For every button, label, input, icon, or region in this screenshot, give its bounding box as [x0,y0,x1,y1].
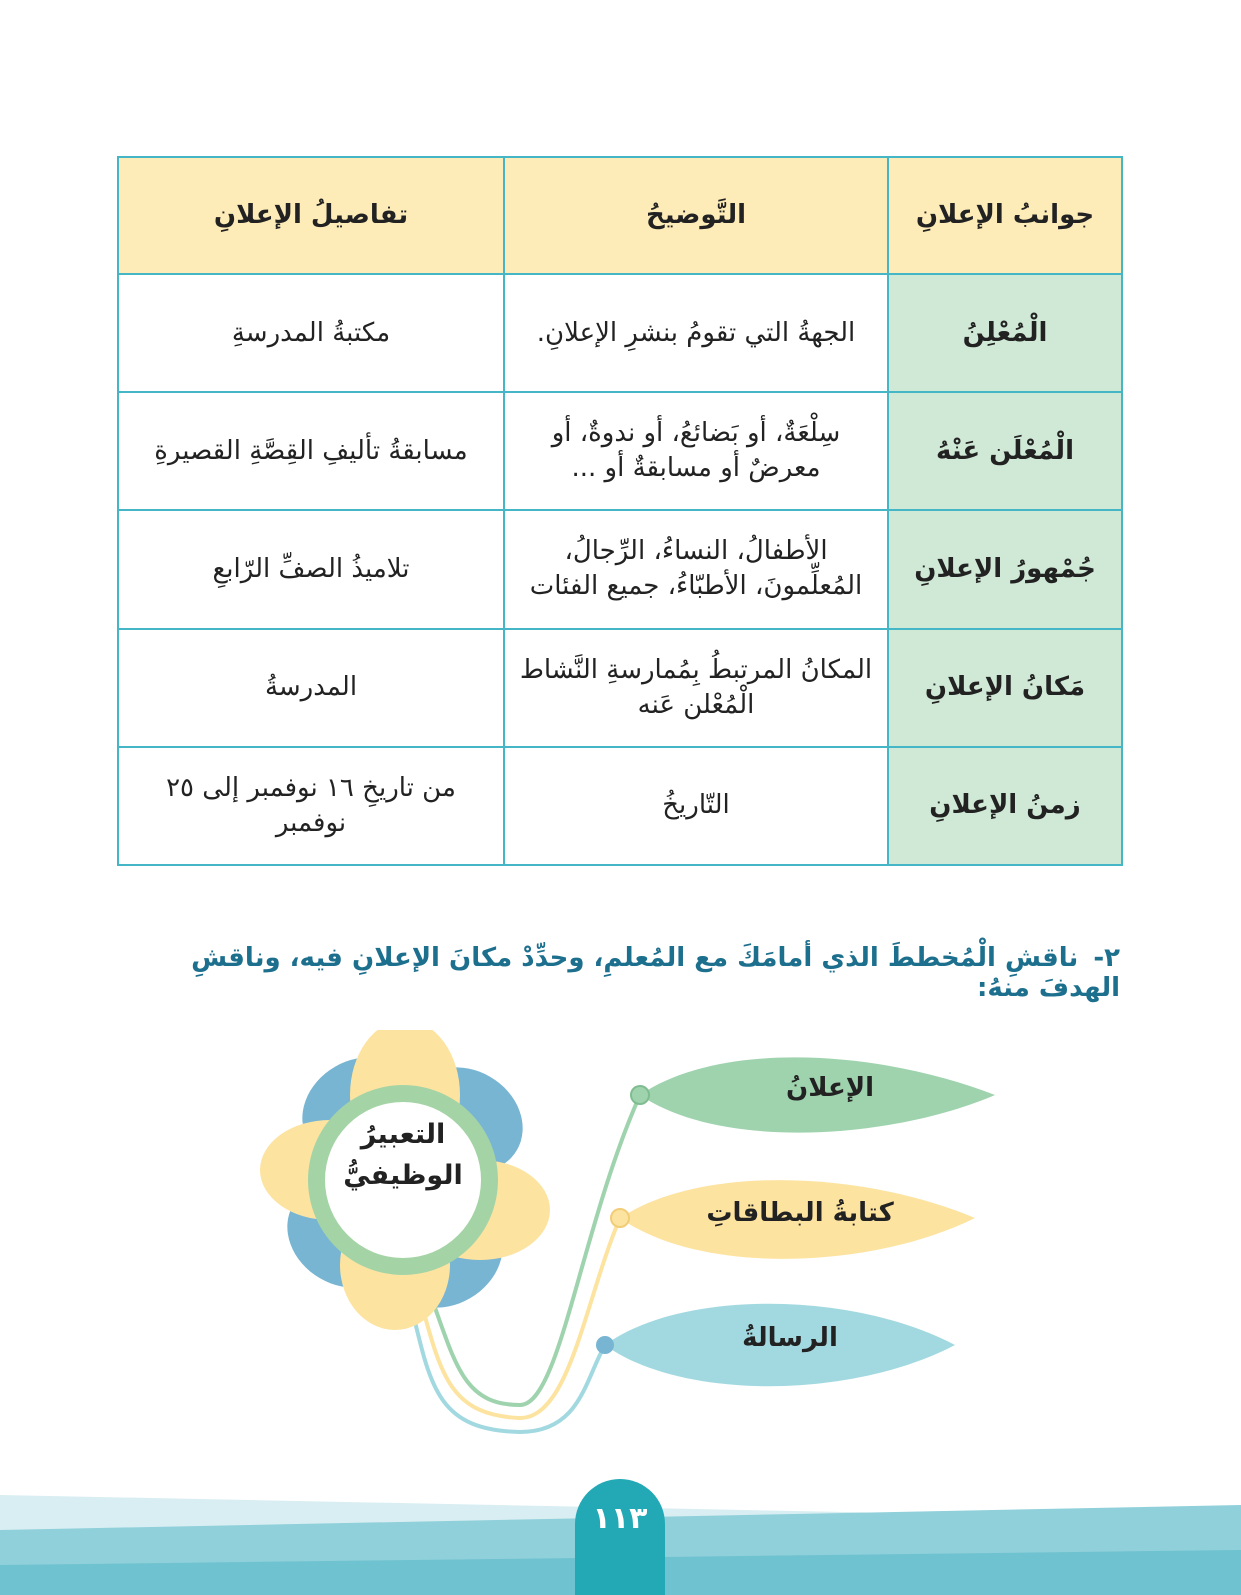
center-label-line: الوظيفيُّ [343,1159,463,1191]
table-row [118,274,1122,392]
row-aspect: زمنُ الإعلانِ [888,747,1122,865]
leaf-node-dot [611,1209,629,1227]
question-number: ٢- [1093,943,1120,973]
table-row [118,747,1122,865]
leaf-node-dot [631,1086,649,1104]
row-explanation: المكانُ المرتبطُ بِمُمارسةِ النَّشاط الْمُعْلن عَنه [504,629,888,747]
header-details: تفاصيلُ الإعلانِ [118,157,504,274]
leaf-label-cards: كتابةُ البطاقاتِ [706,1198,894,1228]
header-explanation: التَّوضيحُ [504,157,888,274]
mind-map-center-label [318,1115,488,1196]
row-aspect: الْمُعْلَن عَنْهُ [888,392,1122,510]
row-aspect: جُمْهورُ الإعلانِ [888,510,1122,628]
row-explanation: سِلْعَةٌ، أو بَضائعُ، أو ندوةٌ، أو معرضٌ أو مسابقةٌ أو ... [504,392,888,510]
table-row [118,510,1122,628]
page-number: ١١٣ [575,1479,665,1595]
leaf-label-letter: الرسالةُ [742,1323,838,1353]
row-details: تلاميذُ الصفِّ الرّابعِ [118,510,504,628]
row-explanation: الجهةُ التي تقومُ بنشرِ الإعلانِ. [504,274,888,392]
center-label-line: التعبيرُ [360,1119,446,1150]
question-body: ناقشِ الْمُخططَ الذي أمامَكَ مع المُعلمِ، وحدِّدْ مكانَ الإعلانِ فيه، وناقشِ الهدفَ منهُ: [191,943,1120,1003]
leaf-node-dot [596,1336,614,1354]
row-details: مكتبةُ المدرسةِ [118,274,504,392]
leaf-label-announcement: الإعلانُ [786,1073,874,1103]
table-row [118,392,1122,510]
ad-aspects-table [117,156,1123,866]
row-aspect: الْمُعْلِنُ [888,274,1122,392]
row-details: المدرسةُ [118,629,504,747]
row-details: مسابقةُ تأليفِ القِصَّةِ القصيرةِ [118,392,504,510]
row-aspect: مَكانُ الإعلانِ [888,629,1122,747]
row-details: من تاريخِ ١٦ نوفمبر إلى ٢٥ نوفمبر [118,747,504,865]
table-row [118,629,1122,747]
question-text [150,943,1120,1003]
header-aspect: جوانبُ الإعلانِ [888,157,1122,274]
mind-map-diagram [0,1030,1241,1460]
row-explanation: التّاريخُ [504,747,888,865]
table-header-row [118,157,1122,274]
row-explanation: الأطفالُ، النساءُ، الرِّجالُ، المُعلِّمونَ، الأطبّاءُ، جميع الفئات [504,510,888,628]
